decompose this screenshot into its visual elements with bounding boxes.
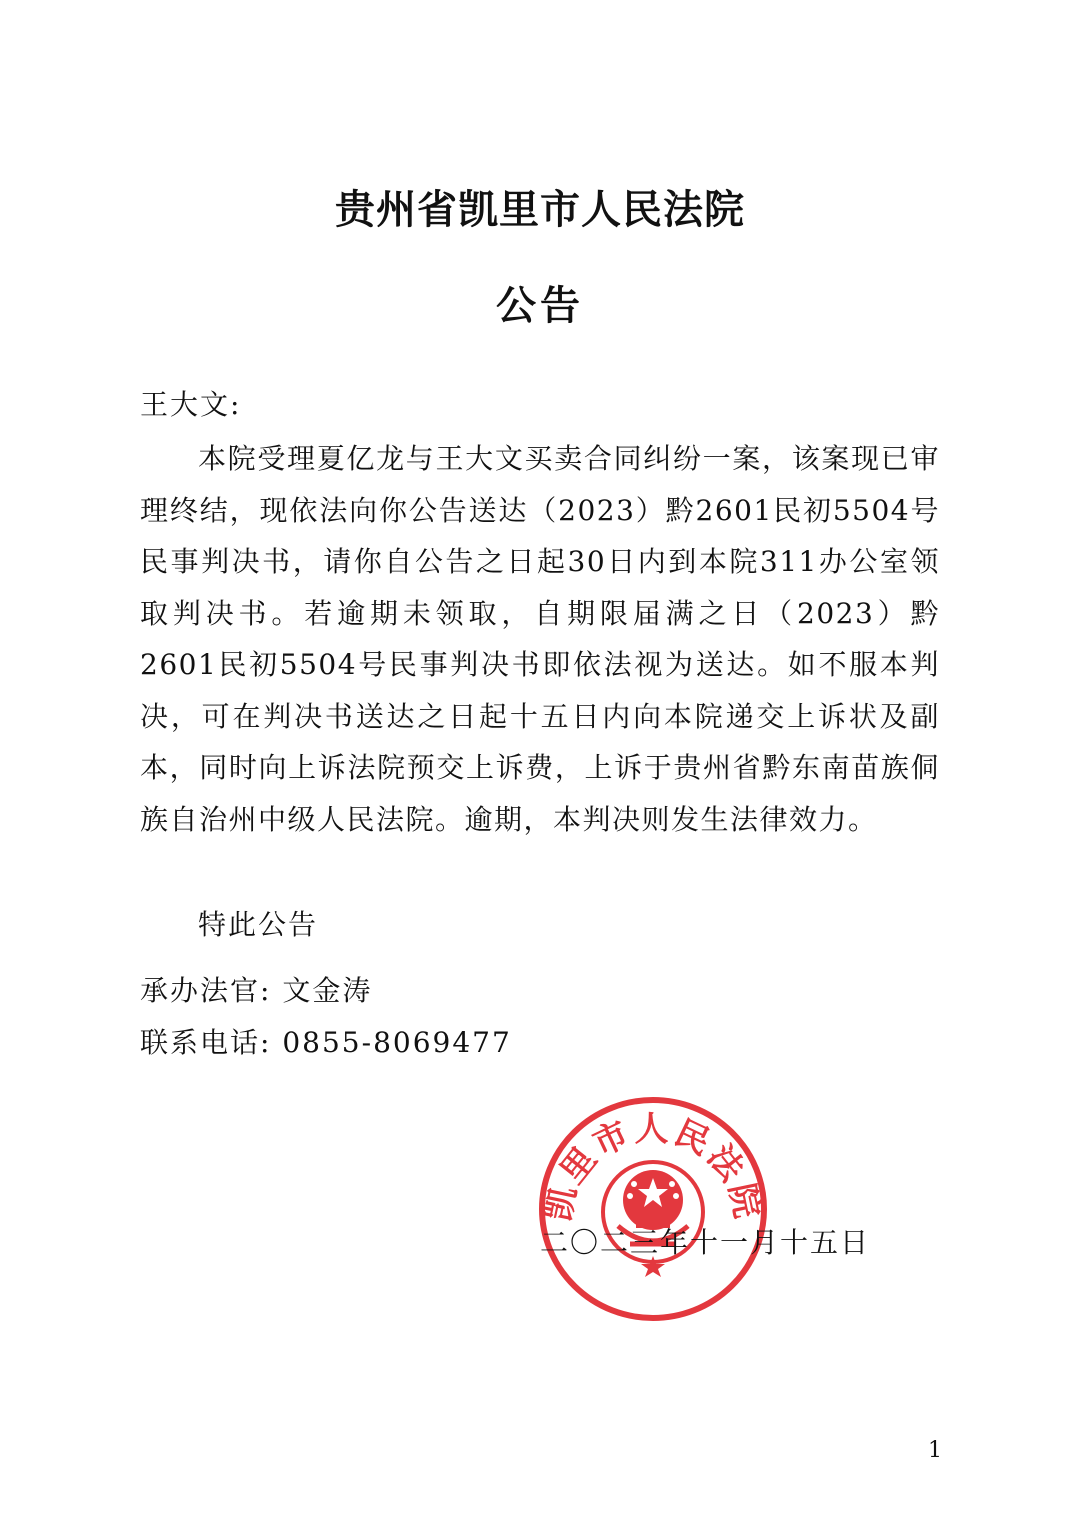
document-title: 公告 [496,283,584,329]
page-number: 1 [928,1438,942,1463]
judge-line [140,966,372,1016]
phone-number: 0855-8069477 [282,1026,512,1059]
closing-phrase: 特此公告 [198,908,319,941]
phone-line [140,1018,512,1068]
phone-label: 联系电话: [140,1026,272,1059]
notice-body: 本院受理夏亿龙与王大文买卖合同纠纷一案，该案现已审理终结，现依法向你公告送达（2023）黔2601民初5504号民事判决书，请你自公告之日起30日内到本院311办公室领取判决书。若逾期未领取，自期限届满之日（2023）黔2601民初5504号民事判决书即依法视为送达。如不服本判决，可在判决书送达之日起十五日内向本院递交上诉状及副本，同时向上诉法院预交上诉费，上诉于贵州省黔东南苗族侗族自治州中级人民法院。逾期，本判决则发生法律效力。 [140,442,940,836]
judge-name: 文金涛 [282,974,373,1007]
issue-date: 二〇二三年十一月十五日 [540,1226,871,1259]
addressee: 王大文: [140,388,242,421]
court-seal-icon [538,1096,768,1322]
court-title: 贵州省凯里市人民法院 [335,187,745,233]
seal-text: 凯里市人民法院 [538,1109,768,1225]
judge-label: 承办法官: [140,974,272,1007]
